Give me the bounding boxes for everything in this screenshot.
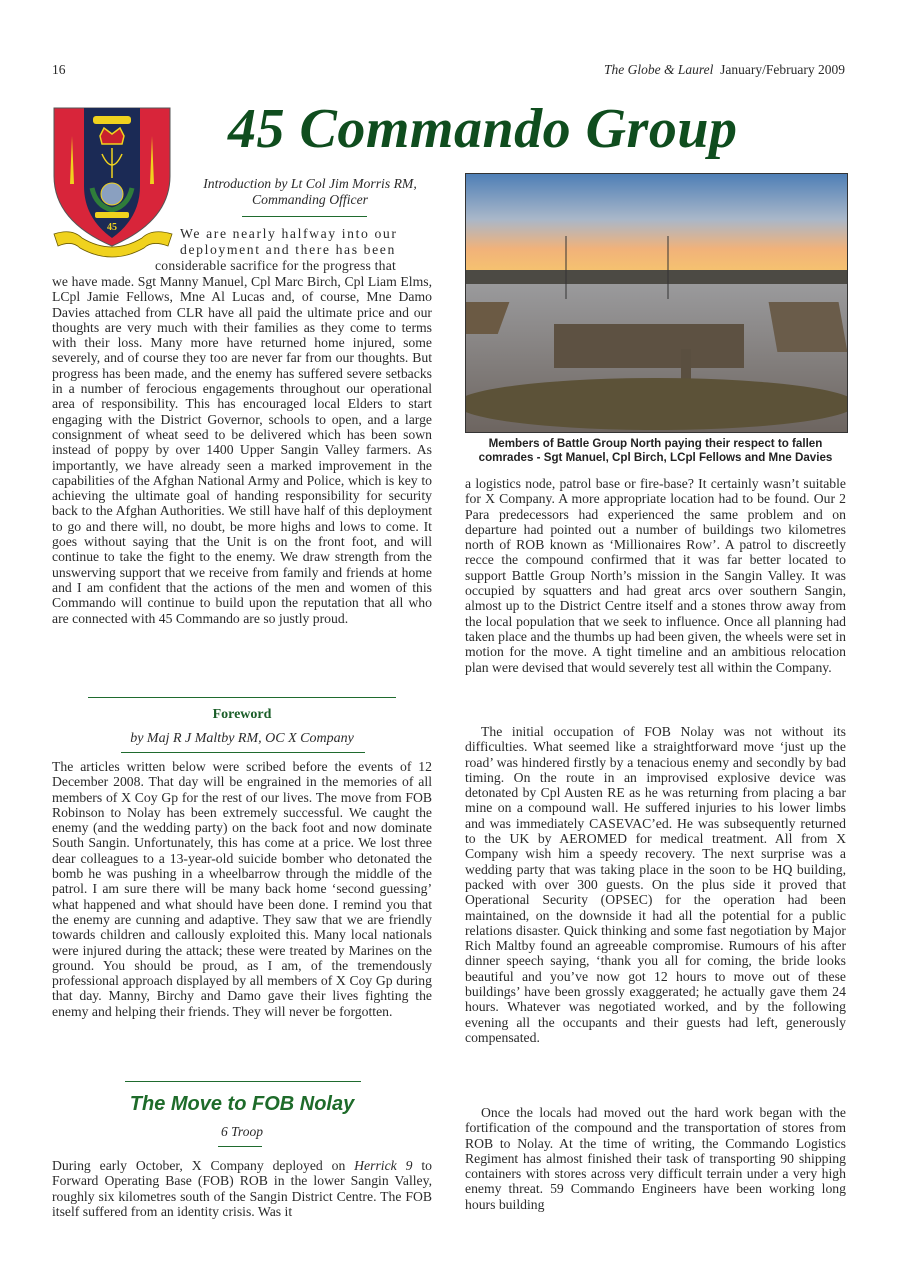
operation-name: Herrick 9	[354, 1158, 413, 1173]
photo-caption: Members of Battle Group North paying their respect to fallen comrades - Sgt Manuel, Cpl Birch, LCpl Fellows and Mne Davies	[478, 437, 833, 464]
move-heading: The Move to FOB Nolay	[129, 1093, 355, 1115]
intro-divider	[242, 216, 367, 217]
move-paragraph-2: The initial occupation of FOB Nolay was not without its difficulties. What seemed like a straightforward move ‘just up the road’ was hindered firstly by a tenacious enemy and secondly by bad timing. On the route in an improvised explosive device was detonated by Cpl Austen RE as he was returning from placing a bar mine on a compound wall. He suffered injuries to his lower limbs and was immediately CASEVAC’ed. He was subsequently returned to the UK by AEROMED for medical treatment. All from X Company wish him a speedy recovery. The next surprise was a wedding party that was taking place in the soon to be HQ building, packed with over 300 guests. On the plus side it proved that Operational Security (OPSEC) for the operation had been maintained, on the downside it had all the potential for a public relations disaster. Quick thinking and some fast negotiation by Major Rich Maltby found an agreeable compromise. Rumours of his after dinner speech saying, ‘thank you all for coming, the bride looks beautiful and you’ve now got 12 hours to move out of these buildings’ have been grossly exaggerated; he actually gave them 24 hours. Whatever was negotiated worked, and by the following evening all the occupants and their guests had left, generously compensated.	[465, 724, 846, 1045]
intro-lead-line-3: considerable sacrifice for the progress that	[155, 258, 397, 273]
issue-date: January/February 2009	[720, 62, 845, 77]
foreword-byline-divider	[121, 752, 365, 753]
ceremony-photo	[465, 173, 848, 433]
move-paragraph-1: During early October, X Company deployed on Herrick 9 to Forward Operating Base (FOB) ROB in the lower Sangin Valley, roughly six kilometres south of the Sangin District Centre. The FOB itself suffered from an identity crisis. Was it	[52, 1158, 432, 1219]
intro-lead-line-2: deployment and there has been	[180, 242, 396, 257]
publication-name: The Globe & Laurel	[604, 62, 714, 77]
move-byline: 6 Troop	[221, 1124, 263, 1139]
move-top-divider	[125, 1081, 361, 1082]
move-byline-divider	[218, 1146, 262, 1147]
move-paragraph-3: Once the locals had moved out the hard work began with the fortification of the compound and the transportation of stores from ROB to Nolay. At the time of writing, the Commando Logistics Regiment has almost finished their task of transporting 90 shipping containers with stores across very difficult terrain under a very high enemy threat. 59 Commando Engineers have been working long hours building	[465, 1105, 846, 1212]
page-title: 45 Commando Group	[228, 98, 738, 160]
intro-byline-role: Commanding Officer	[252, 192, 368, 207]
commando-crest-icon	[52, 106, 174, 266]
foreword-byline: by Maj R J Maltby RM, OC X Company	[130, 731, 354, 746]
foreword-heading: Foreword	[212, 707, 272, 722]
intro-byline	[180, 176, 440, 208]
foreword-top-divider	[88, 697, 396, 698]
intro-byline-author: Introduction by Lt Col Jim Morris RM,	[203, 176, 417, 191]
page-number: 16	[52, 62, 66, 77]
intro-lead-line-1: We are nearly halfway into our	[180, 226, 398, 241]
foreword-body: The articles written below were scribed before the events of 12 December 2008. That day will be engrained in the memories of all members of X Coy Gp for the rest of our lives. The move from FOB Robinson to Nolay has been extremely successful. We caught the enemy (and the wedding party) on the back foot and now dominate South Sangin. Unfortunately, this has come at a price. We lost three dear colleagues to a 13-year-old suicide bomber who detonated the bomb he was pushing in a wheelbarrow through the middle of the patrol. I am sure there will be many back home ‘second guessing’ what happened and what should have been done. I remind you that the enemy are cunning and adaptive. They saw that we are friendly towards children and callously exploited this. Many local nationals were injured during the attack; these were treated by Marines on the ground. You should be proud, as I am, of the tremendously professional approach displayed by all members of X Coy Gp during that day. Manny, Birchy and Damo gave their lives fighting the enemy and helping their friends. They will never be forgotten.	[52, 759, 432, 1019]
intro-body: we have made. Sgt Manny Manuel, Cpl Marc Birch, Cpl Liam Elms, LCpl Jamie Fellows, Mne Al Lucas and, of course, Mne Damo Davies attached from CLR have all paid the ultimate price and our thoughts are very much with their families as they come to terms with their loss. Many more have returned home injured, some severely, and of course they too are never far from our thoughts. But progress has been made, and the enemy has suffered severe setbacks in a number of ferocious engagements throughout our operational area of responsibility. This has encouraged local Elders to start engaging with the District Governor, schools to open, and a large consignment of wheat seed to be delivered which has been sown instead of poppy by over 1400 Upper Sangin Valley farmers. As importantly, we have already seen a marked improvement in the capabilities of the Afghan National Army and Police, which is key to achieving the ultimate goal of handing responsibility for security back to the Afghan Authorities. We still have half of this deployment to go and there will, no doubt, be more highs and lows to come. It goes without saying that the Unit is on the front foot, and will continue to take the fight to the enemy. We draw strength from the unswerving support that we receive from family and friends at home and I am confident that the actions of the men and women of this Commando will continue to build upon the reputation that all who are connected with 45 Commando are so justly proud.	[52, 274, 432, 626]
svg-text:45: 45	[107, 222, 117, 233]
running-header	[604, 62, 845, 78]
move-paragraph-1-continued: a logistics node, patrol base or fire-base? It certainly wasn’t suitable for X Company. A more appropriate location had to be found. Our 2 Para predecessors had experienced the same problem and on departure had pointed out a number of buildings two kilometres north of ROB known as ‘Millionaires Row’. A patrol to discreetly recce the compound confirmed that it was far better located to support Battle Group North’s mission in the Sangin Valley. It was occupied by squatters and had great arcs over southern Sangin, almost up to the District Centre itself and a stones throw away from the local population that we seek to influence. Once all planning had taken place and the thumbs up had been given, the wheels were set in motion for the move. A tight timeline and an ambitious relocation plan were devised that would severely test all within the Company.	[465, 476, 846, 675]
